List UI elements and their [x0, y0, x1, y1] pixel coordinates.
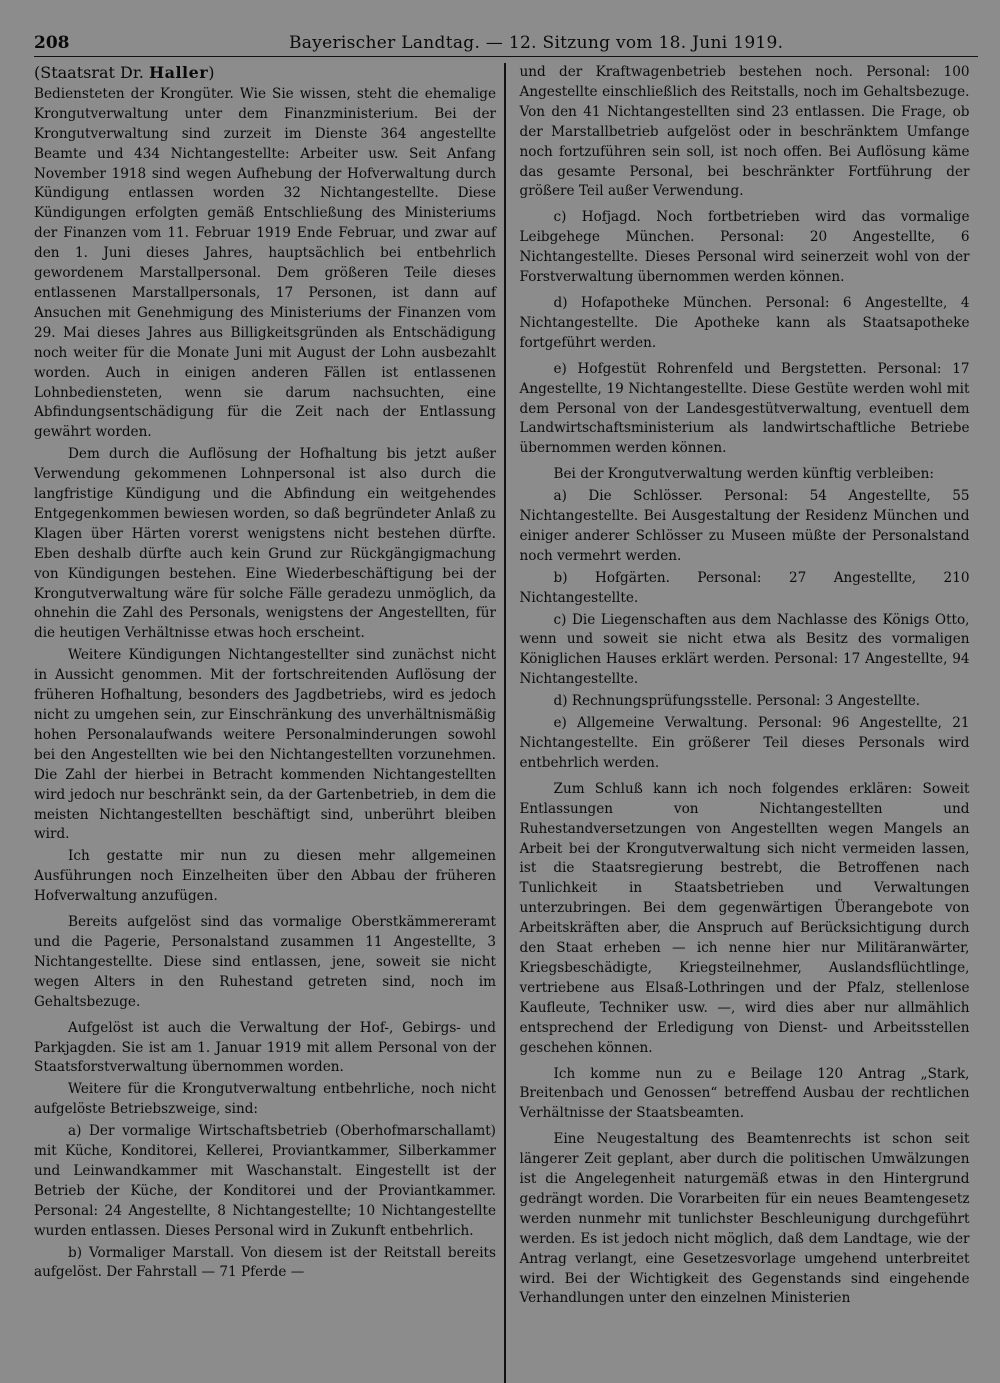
paragraph: Ich gestatte mir nun zu diesen mehr allgemeinen Ausführungen noch Einzelheiten über den Abbau der früheren Hofverwaltung anzufügen. [34, 848, 496, 905]
paragraph: d) Rechnungsprüfungsstelle. Personal: 3 Angestellte. [553, 693, 921, 710]
paragraph: e) Hofgestüt Rohrenfeld und Bergstetten. Personal: 17 Angestellte, 19 Nichtangestellte. Diese Gestüte werden wohl mit dem Personal von der Landesgestütverwaltung, eventuell dem Landwirtschaftsministerium als landwirtschaftliche Betriebe übernommen werden können. [519, 360, 970, 457]
paragraph: b) Hofgärten. Personal: 27 Angestellte, 210 Nichtangestellte. [519, 569, 970, 606]
speaker-line [34, 63, 496, 83]
paragraph: Bei der Krongutverwaltung werden künftig verbleiben: [553, 466, 934, 483]
paragraph: b) Vormaliger Marstall. Von diesem ist der Reitstall bereits aufgelöst. Der Fahrstall — 71 Pferde — [34, 1244, 496, 1281]
column-divider [504, 63, 506, 1383]
right-column [520, 63, 970, 1383]
paragraph: Bediensteten der Krongüter. Wie Sie wissen, steht die ehemalige Krongutverwaltung unter dem Finanzministerium. Bei der Krongutverwaltung sind zurzeit im Dienste 364 angestellte Beamte und 434 Nichtangestellte: Arbeiter usw. Seit Anfang November 1918 sind wegen Aufhebung der Hofverwaltung durch Kündigung entlassen worden 32 Nichtangestellte. Diese Kündigungen erfolgten gemäß Entschließung des Ministeriums der Finanzen vom 11. Februar 1919 Ende Februar, und zwar auf den 1. Juni dieses Jahres, hauptsächlich bei entbehrlich gewordenem Marstallpersonal. Dem größeren Teile dieses entlassenen Marstallpersonals, 17 Personen, ist dann auf Ansuchen mit Genehmigung des Ministeriums der Finanzen vom 29. Mai dieses Jahres aus Billigkeitsgründen als Entschädigung noch weiter für die Monate Juni mit August der Lohn ausbezahlt worden. Auch in einigen anderen Fällen ist entlassenen Lohnbediensteten, wenn sie darum nachsuchten, eine Abfindungsentschädigung für die Zeit nach der Entlassung gewährt worden. [34, 85, 496, 441]
paragraph: Ich komme nun zu e Beilage 120 Antrag „Stark, Breitenbach und Genossen“ betreffend Ausbau der rechtlichen Verhältnisse der Staatsbeamten. [519, 1065, 970, 1122]
paragraph: Aufgelöst ist auch die Verwaltung der Hof-, Gebirgs- und Parkjagden. Sie ist am 1. Januar 1919 mit allem Personal von der Staatsforstverwaltung übernommen worden. [34, 1019, 496, 1076]
paragraph: Dem durch die Auflösung der Hofhaltung bis jetzt außer Verwendung gekommenen Lohnpersonal ist also durch die langfristige Kündigung und die Abfindung ein weitgehendes Entgegenkommen bewiesen worden, so daß begründeter Anlaß zu Klagen über Härten vorerst wenigstens nicht bestehen dürfte. Eben deshalb dürfte auch kein Grund zur Rückgängigmachung von Kündigungen bestehen. Eine Wiederbeschäftigung bei der Krongutverwaltung wäre für solche Fälle geradezu unmöglich, da ohnehin die Zahl des Personals, wenigstens der Angestellten, für die heutigen Verhältnisse etwas hoch erscheint. [34, 446, 496, 642]
speaker-prefix: (Staatsrat Dr. [34, 63, 144, 82]
paragraph: Weitere für die Krongutverwaltung entbehrliche, noch nicht aufgelöste Betriebszweige, sind: [34, 1081, 496, 1118]
speaker-name: Haller [148, 63, 209, 82]
text-columns [34, 63, 978, 1383]
left-column [34, 63, 504, 1383]
paragraph: Bereits aufgelöst sind das vormalige Oberstkämmereramt und die Pagerie, Personalstand zusammen 11 Angestellte, 3 Nichtangestellte. Diese sind entlassen, jene, soweit sie nicht wegen Alters in den Ruhestand getreten sind, noch im Gehaltsbezuge. [34, 914, 496, 1010]
paragraph: c) Die Liegenschaften aus dem Nachlasse des Königs Otto, wenn und soweit sie nicht etwa als Besitz des vormaligen Königlichen Hauses erklärt werden. Personal: 17 Angestellte, 94 Nichtangestellte. [519, 611, 970, 688]
paragraph: Zum Schluß kann ich noch folgendes erklären: Soweit Entlassungen von Nichtangestellten und Ruhestandversetzungen von Angestellten wegen Mangels an Arbeit bei der Krongutverwaltung sich nicht vermeiden lassen, ist die Staatsregierung bestrebt, die Betroffenen nach Tunlichkeit in Staatsbetrieben und Verwaltungen unterzubringen. Bei dem gegenwärtigen Überangebote von Arbeitskräften aber, die Anspruch auf Berücksichtigung durch den Staat erheben — ich nenne hier nur Militäranwärter, Kriegsbeschädigte, Kriegsteilnehmer, Auslandsflüchtlinge, vertriebene aus Elsaß-Lothringen und der Pfalz, stellenlose Kaufleute, Techniker usw. —, wird dies aber nur allmählich entsprechend der Erledigung von Dienst- und Arbeitsstellen geschehen können. [519, 780, 970, 1056]
speaker-suffix: ) [208, 63, 215, 82]
paragraph: Weitere Kündigungen Nichtangestellter sind zunächst nicht in Aussicht genommen. Mit der fortschreitenden Auflösung der früheren Hofhaltung, besonders des Jagdbetriebs, wird es jedoch nicht zu umgehen sein, zur Einschränkung des unverhältnismäßig hohen Personalaufwands weitere Personalminderungen sowohl bei den Angestellten wie bei den Nichtangestellten vorzunehmen. Die Zahl der hierbei in Betracht kommenden Nichtangestellten wird jedoch nur beschränkt sein, da der Gartenbetrieb, in dem die meisten Nichtangestellten beschäftigt sind, unberührt bleiben wird. [34, 647, 496, 843]
paragraph: d) Hofapotheke München. Personal: 6 Angestellte, 4 Nichtangestellte. Die Apotheke kann als Staatsapotheke fortgeführt werden. [519, 294, 970, 351]
page-number: 208 [34, 33, 70, 53]
paragraph: und der Kraftwagenbetrieb bestehen noch. Personal: 100 Angestellte einschließlich des Reitstalls, noch im Gehaltsbezuge. Von den 41 Nichtangestellten sind 23 entlassen. Die Frage, ob der Marstallbetrieb aufgelöst oder in beschränktem Umfange noch fortzuführen sein soll, ist noch offen. Bei Auflösung käme das gesamte Personal, bei beschränkter Fortführung der größere Teil außer Verwendung. [519, 64, 970, 200]
paragraph: c) Hofjagd. Noch fortbetrieben wird das vormalige Leibgehege München. Personal: 20 Angestellte, 6 Nichtangestellte. Dieses Personal wird seinerzeit wohl von der Forstverwaltung übernommen werden können. [519, 209, 970, 286]
paragraph: a) Der vormalige Wirtschaftsbetrieb (Oberhofmarschallamt) mit Küche, Konditorei, Kellerei, Proviantkammer, Silberkammer und Leinwandkammer mit Waschanstalt. Eingestellt ist der Betrieb der Küche, der Konditorei und der Proviantkammer. Personal: 24 Angestellte, 8 Nichtangestellte; 10 Nichtangestellte wurden entlassen. Dieses Personal wird in Zukunft entbehrlich. [34, 1123, 496, 1239]
paragraph: a) Die Schlösser. Personal: 54 Angestellte, 55 Nichtangestellte. Bei Ausgestaltung der Residenz München und einiger anderer Schlösser zu Museen müßte der Personalstand noch vermehrt werden. [519, 488, 970, 564]
page-header [34, 28, 978, 57]
paragraph: e) Allgemeine Verwaltung. Personal: 96 Angestellte, 21 Nichtangestellte. Ein größerer Teil dieses Personals wird entbehrlich werden. [519, 715, 970, 771]
running-title: Bayerischer Landtag. — 12. Sitzung vom 18. Juni 1919. [289, 33, 784, 53]
paragraph: Eine Neugestaltung des Beamtenrechts ist schon seit längerer Zeit geplant, aber durch die politischen Umwälzungen ist die Angelegenheit naturgemäß etwas in den Hintergrund gedrängt worden. Die Vorarbeiten für ein neues Beamtengesetz werden nunmehr mit tunlichster Beschleunigung durchgeführt werden. Es ist jedoch nicht möglich, daß dem Landtage, wie der Antrag verlangt, eine Gesetzesvorlage umgehend unterbreitet wird. Bei der Wichtigkeit des Gegenstands sind eingehende Verhandlungen unter den einzelnen Ministerien [519, 1131, 970, 1307]
